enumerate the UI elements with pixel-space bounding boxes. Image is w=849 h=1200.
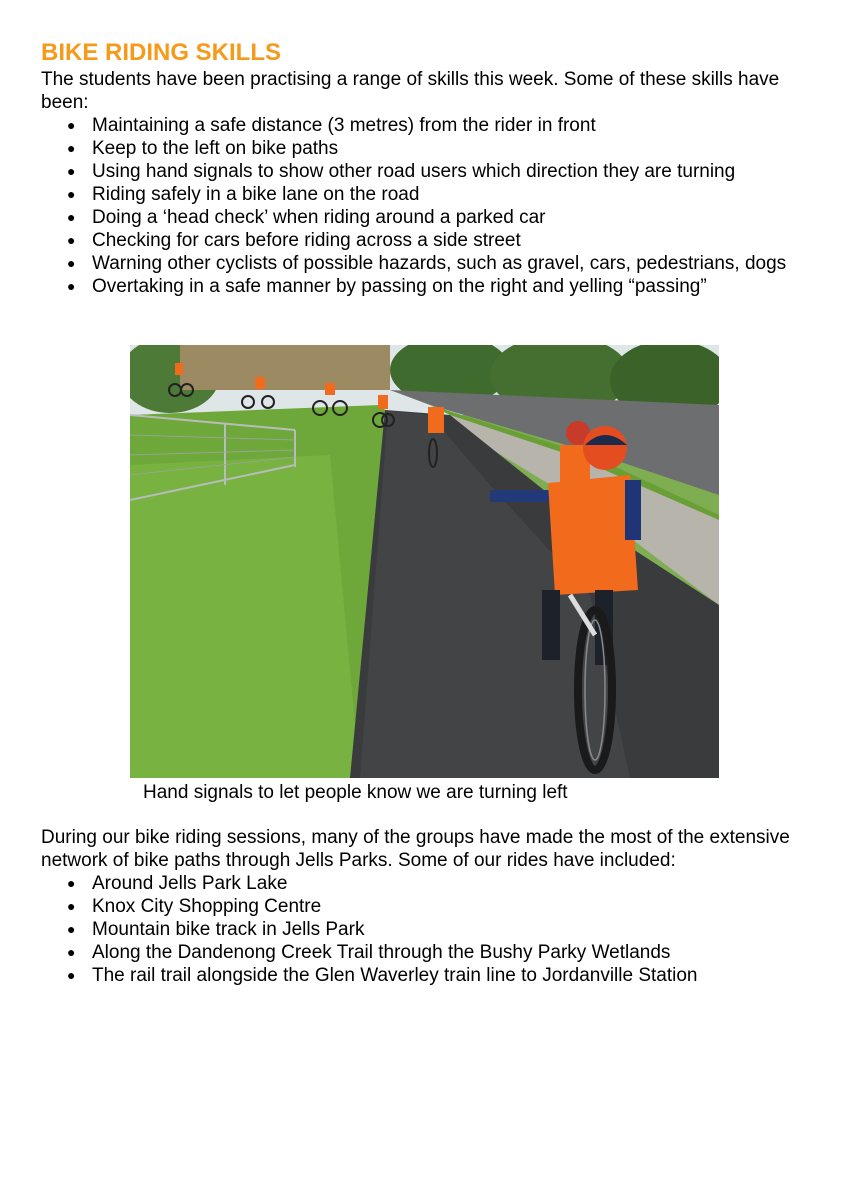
list-item: ● Overtaking in a safe manner by passing on the right and yelling “passing” [67, 276, 707, 297]
skills-intro: The students have been practising a range of skills this week. Some of these skills have been: [41, 69, 780, 113]
bike-path-photo [130, 345, 719, 778]
rides-list [41, 872, 821, 987]
bullet-icon: ● [67, 944, 76, 960]
bullet-icon: ● [67, 921, 76, 937]
list-item: ● Maintaining a safe distance (3 metres) from the rider in front [67, 115, 596, 136]
bullet-icon: ● [67, 163, 76, 179]
rides-intro: During our bike riding sessions, many of the groups have made the most of the extensive network of bike paths through Jells Parks. Some of our rides have included: [41, 827, 790, 871]
list-item: ● Riding safely in a bike lane on the road [67, 184, 420, 205]
list-item: ● Checking for cars before riding across a side street [67, 230, 521, 251]
bullet-icon: ● [67, 232, 76, 248]
section-bike-rides [41, 826, 821, 987]
photo-illustration [130, 345, 719, 778]
bullet-icon: ● [67, 140, 76, 156]
bullet-icon: ● [67, 117, 76, 133]
skills-list [41, 114, 811, 298]
list-item: ● Knox City Shopping Centre [67, 896, 322, 917]
bullet-icon: ● [67, 898, 76, 914]
list-item: ● Warning other cyclists of possible hazards, such as gravel, cars, pedestrians, dogs [67, 253, 787, 274]
list-item: ● Around Jells Park Lake [67, 873, 288, 894]
section-bike-skills [41, 38, 811, 298]
bullet-icon: ● [67, 967, 76, 983]
list-item: ● Doing a ‘head check’ when riding around a parked car [67, 207, 546, 228]
list-item: ● Mountain bike track in Jells Park [67, 919, 365, 940]
bullet-icon: ● [67, 255, 76, 271]
photo-caption: Hand signals to let people know we are turning left [143, 782, 568, 803]
list-item: ● The rail trail alongside the Glen Waverley train line to Jordanville Station [67, 965, 698, 986]
bullet-icon: ● [67, 186, 76, 202]
list-item: ● Along the Dandenong Creek Trail through the Bushy Parky Wetlands [67, 942, 671, 963]
list-item: ● Keep to the left on bike paths [67, 138, 339, 159]
bullet-icon: ● [67, 209, 76, 225]
bullet-icon: ● [67, 875, 76, 891]
list-item: ● Using hand signals to show other road users which direction they are turning [67, 161, 736, 182]
bullet-icon: ● [67, 278, 76, 294]
page-title: BIKE RIDING SKILLS [41, 39, 282, 66]
